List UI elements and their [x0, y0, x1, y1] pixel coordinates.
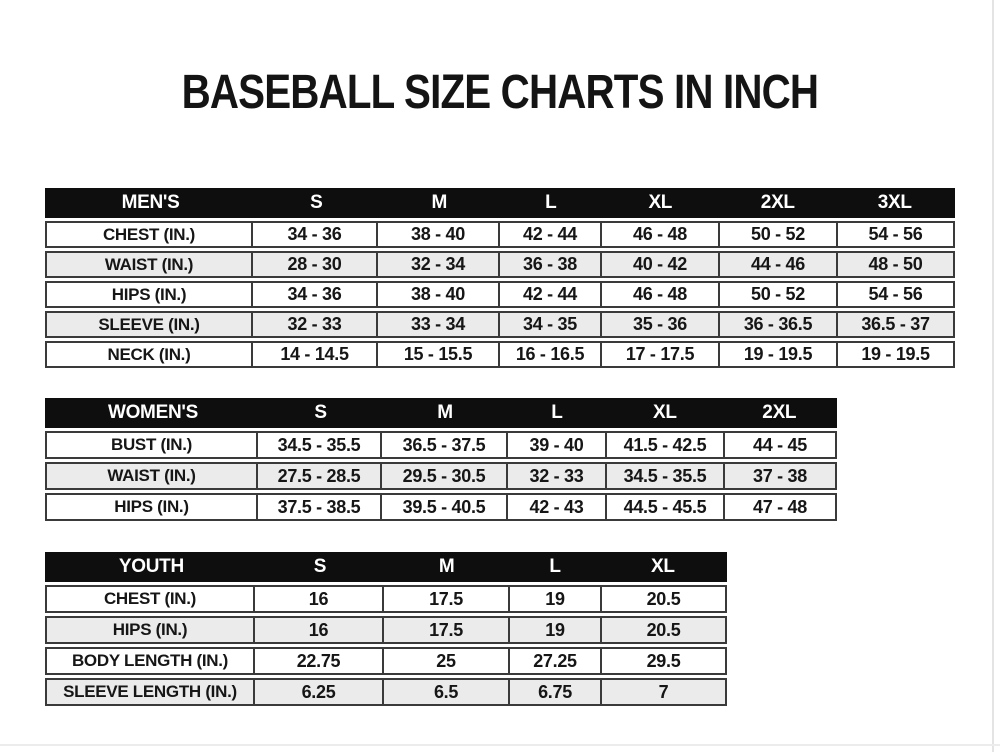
size-value: 17.5: [384, 616, 510, 644]
size-value: 29.5 - 30.5: [382, 462, 508, 490]
size-value: 19 - 19.5: [838, 341, 955, 368]
row-label: BODY LENGTH (IN.): [45, 647, 255, 675]
size-value: 25: [384, 647, 510, 675]
table-row: [45, 281, 955, 308]
size-value: 38 - 40: [378, 281, 500, 308]
row-label: HIPS (IN.): [45, 493, 258, 521]
size-value: 46 - 48: [602, 281, 720, 308]
size-value: 6.5: [384, 678, 510, 706]
column-header: 3XL: [877, 192, 912, 213]
youth-size-table: [45, 552, 727, 706]
size-value: 44 - 46: [720, 251, 838, 278]
size-value: 16: [255, 616, 384, 644]
size-value: 36 - 36.5: [720, 311, 838, 338]
size-value: 50 - 52: [720, 221, 838, 248]
size-value: 16 - 16.5: [500, 341, 602, 368]
size-value: 29.5: [602, 647, 727, 675]
column-header: 2XL: [760, 192, 795, 213]
column-header: MEN'S: [121, 192, 180, 213]
row-label: CHEST (IN.): [45, 221, 253, 248]
table-row: [45, 221, 955, 248]
size-value: 6.75: [510, 678, 602, 706]
column-header: M: [431, 192, 448, 213]
size-value: 19: [510, 585, 602, 613]
size-value: 35 - 36: [602, 311, 720, 338]
size-value: 34.5 - 35.5: [258, 431, 382, 459]
row-label: WAIST (IN.): [45, 251, 253, 278]
size-value: 47 - 48: [725, 493, 837, 521]
size-value: 19 - 19.5: [720, 341, 838, 368]
mens-header-row: [45, 188, 955, 218]
row-label: HIPS (IN.): [45, 616, 255, 644]
youth-header-row: [45, 552, 727, 582]
scan-edge-artifact: [992, 0, 994, 752]
column-header: XL: [653, 402, 677, 423]
size-value: 36.5 - 37.5: [382, 431, 508, 459]
size-value: 15 - 15.5: [378, 341, 500, 368]
column-header: WOMEN'S: [107, 402, 198, 423]
table-row: [45, 341, 955, 368]
row-label: WAIST (IN.): [45, 462, 258, 490]
size-value: 17.5: [384, 585, 510, 613]
size-value: 46 - 48: [602, 221, 720, 248]
page-title: [0, 64, 1000, 122]
mens-size-table: [45, 188, 955, 368]
size-value: 20.5: [602, 616, 727, 644]
size-value: 32 - 33: [253, 311, 378, 338]
size-value: 54 - 56: [838, 221, 955, 248]
scan-edge-artifact: [0, 744, 1000, 746]
table-row: [45, 493, 837, 521]
size-value: 34 - 35: [500, 311, 602, 338]
size-value: 39 - 40: [508, 431, 607, 459]
size-value: 36 - 38: [500, 251, 602, 278]
row-label: NECK (IN.): [45, 341, 253, 368]
size-value: 28 - 30: [253, 251, 378, 278]
size-value: 36.5 - 37: [838, 311, 955, 338]
size-value: 34 - 36: [253, 281, 378, 308]
row-label: SLEEVE LENGTH (IN.): [45, 678, 255, 706]
row-label: CHEST (IN.): [45, 585, 255, 613]
size-value: 22.75: [255, 647, 384, 675]
size-value: 38 - 40: [378, 221, 500, 248]
womens-size-table: [45, 398, 837, 521]
size-value: 27.5 - 28.5: [258, 462, 382, 490]
column-header: M: [437, 402, 453, 423]
size-value: 50 - 52: [720, 281, 838, 308]
size-value: 48 - 50: [838, 251, 955, 278]
column-header: XL: [651, 556, 675, 577]
size-value: 34.5 - 35.5: [607, 462, 725, 490]
column-header: S: [310, 192, 323, 213]
size-value: 34 - 36: [253, 221, 378, 248]
size-value: 32 - 34: [378, 251, 500, 278]
column-header: L: [551, 402, 563, 423]
size-value: 7: [602, 678, 727, 706]
size-value: 19: [510, 616, 602, 644]
table-row: [45, 462, 837, 490]
column-header: 2XL: [762, 402, 797, 423]
size-value: 40 - 42: [602, 251, 720, 278]
table-row: [45, 311, 955, 338]
page-title-text: BASEBALL SIZE CHARTS IN INCH: [181, 66, 819, 119]
column-header: S: [313, 556, 327, 577]
row-label: BUST (IN.): [45, 431, 258, 459]
row-label: SLEEVE (IN.): [45, 311, 253, 338]
size-value: 16: [255, 585, 384, 613]
size-value: 42 - 43: [508, 493, 607, 521]
size-value: 32 - 33: [508, 462, 607, 490]
size-value: 20.5: [602, 585, 727, 613]
column-header: XL: [648, 192, 673, 213]
column-header: L: [545, 192, 557, 213]
size-value: 39.5 - 40.5: [382, 493, 508, 521]
column-header: L: [549, 556, 561, 577]
size-value: 54 - 56: [838, 281, 955, 308]
size-value: 17 - 17.5: [602, 341, 720, 368]
table-row: [45, 647, 727, 675]
row-label: HIPS (IN.): [45, 281, 253, 308]
table-row: [45, 616, 727, 644]
size-value: 44.5 - 45.5: [607, 493, 725, 521]
size-value: 37.5 - 38.5: [258, 493, 382, 521]
size-value: 14 - 14.5: [253, 341, 378, 368]
size-value: 42 - 44: [500, 221, 602, 248]
table-row: [45, 678, 727, 706]
size-value: 44 - 45: [725, 431, 837, 459]
column-header: S: [314, 402, 327, 423]
size-value: 6.25: [255, 678, 384, 706]
size-value: 27.25: [510, 647, 602, 675]
table-row: [45, 251, 955, 278]
column-header: YOUTH: [118, 556, 184, 577]
size-value: 37 - 38: [725, 462, 837, 490]
size-value: 42 - 44: [500, 281, 602, 308]
table-row: [45, 431, 837, 459]
size-value: 33 - 34: [378, 311, 500, 338]
womens-header-row: [45, 398, 837, 428]
size-value: 41.5 - 42.5: [607, 431, 725, 459]
table-row: [45, 585, 727, 613]
column-header: M: [438, 556, 455, 577]
